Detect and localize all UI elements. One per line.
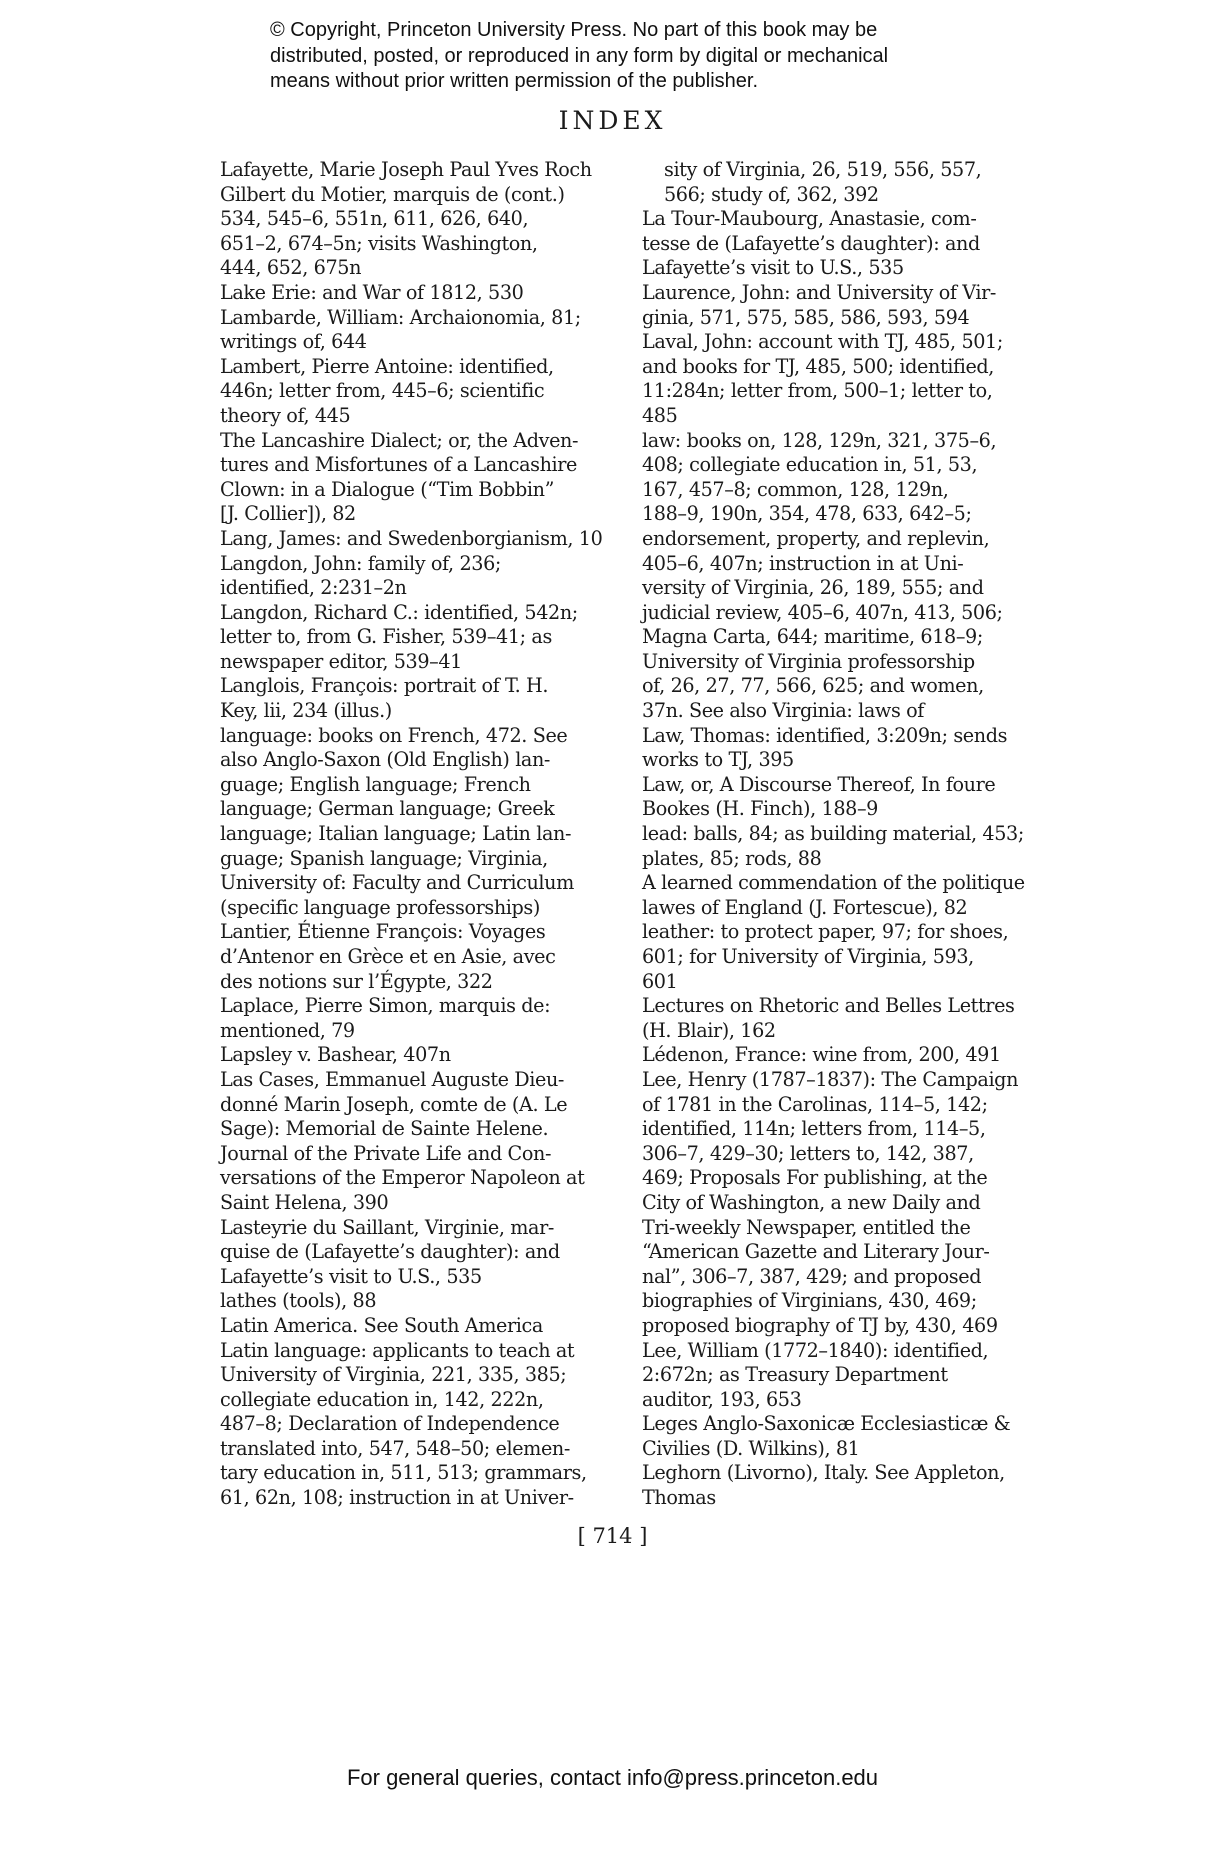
index-entry — [220, 601, 640, 675]
index-entry — [642, 1461, 1072, 1510]
index-entry-line: 469; Proposals For publishing, at the — [642, 1166, 988, 1190]
index-entry-line: writings of, 644 — [220, 330, 367, 354]
page-number: [ 714 ] — [577, 1524, 648, 1548]
index-entry — [220, 527, 640, 552]
index-entry-line: 408; collegiate education in, 51, 53, — [642, 453, 978, 477]
index-entry — [642, 281, 1072, 330]
index-entry-line: judicial review, 405–6, 407n, 413, 506; — [642, 600, 1003, 624]
index-entry-line: (H. Blair), 162 — [642, 1018, 776, 1042]
index-entry — [220, 674, 640, 723]
index-entry-line: works to TJ, 395 — [642, 748, 794, 772]
index-entry-line: leather: to protect paper, 97; for shoes, — [642, 920, 1009, 944]
index-entry-line: City of Washington, a new Daily and — [642, 1190, 981, 1214]
index-entry — [642, 1412, 1072, 1461]
index-entry-line: 485 — [642, 403, 678, 427]
index-entry-line: University of Virginia professorship — [642, 649, 975, 673]
index-entry — [220, 281, 640, 306]
index-entry-line: Lafayette, Marie Joseph Paul Yves Roch — [220, 158, 592, 181]
index-entry-line: identified, 2:231–2n — [220, 576, 407, 600]
index-entry-line: “American Gazette and Literary Jour- — [642, 1240, 990, 1264]
index-entry-line: language; Italian language; Latin lan- — [220, 822, 572, 846]
index-entry-line: Lafayette’s visit to U.S., 535 — [220, 1264, 482, 1288]
index-entry-line: plates, 85; rods, 88 — [642, 846, 822, 870]
index-entry-line: of, 26, 27, 77, 566, 625; and women, — [642, 674, 984, 698]
index-entry-line: 306–7, 429–30; letters to, 142, 387, — [642, 1141, 974, 1165]
index-entry-line: auditor, 193, 653 — [642, 1387, 802, 1411]
index-entry-line: Law, Thomas: identified, 3:209n; sends — [642, 723, 1008, 747]
index-entry — [220, 1314, 640, 1339]
index-entry-line: Civilies (D. Wilkins), 81 — [642, 1436, 860, 1460]
index-entry-line: endorsement, property, and replevin, — [642, 526, 990, 550]
index-entry — [220, 920, 640, 994]
index-entry — [642, 429, 1072, 724]
index-entry-line: Lambert, Pierre Antoine: identified, — [220, 354, 554, 378]
index-entry-line: Laurence, John: and University of Vir- — [642, 280, 996, 304]
index-entry — [642, 1068, 1072, 1339]
index-entry-line: collegiate education in, 142, 222n, — [220, 1387, 544, 1411]
index-entry-line: translated into, 547, 548–50; elemen- — [220, 1436, 570, 1460]
index-entry-line: Langlois, François: portrait of T. H. — [220, 674, 549, 698]
index-entry — [220, 158, 640, 281]
index-entry — [220, 724, 640, 921]
index-entry-line: Lasteyrie du Saillant, Virginie, mar- — [220, 1215, 554, 1239]
index-entry-line: versity of Virginia, 26, 189, 555; and — [642, 576, 984, 600]
index-entry-line: Sage): Memorial de Sainte Helene. — [220, 1117, 549, 1141]
index-entry-line: 167, 457–8; common, 128, 129n, — [642, 477, 949, 501]
index-entry-line: Latin language: applicants to teach at — [220, 1338, 575, 1362]
index-entry-line: identified, 114n; letters from, 114–5, — [642, 1117, 986, 1141]
index-entry-line: guage; English language; French — [220, 772, 531, 796]
index-entry — [642, 773, 1072, 822]
index-entry-line: language: books on French, 472. See — [220, 723, 568, 747]
index-entry — [642, 920, 1072, 994]
copyright-line: © Copyright, Princeton University Press. No part of this book may be — [270, 19, 878, 41]
index-entry-line: 405–6, 407n; instruction in at Uni- — [642, 551, 964, 575]
index-entry-line: Lee, William (1772–1840): identified, — [642, 1338, 989, 1362]
index-entry-line: Laplace, Pierre Simon, marquis de: — [220, 994, 551, 1018]
index-entry-line: A learned commendation of the politique — [642, 871, 1025, 895]
index-entry-line: tesse de (Lafayette’s daughter): and — [642, 231, 980, 255]
index-entry-line: versations of the Emperor Napoleon at — [220, 1166, 585, 1190]
index-entry-line: 2:672n; as Treasury Department — [642, 1363, 948, 1387]
index-entry-line: of 1781 in the Carolinas, 114–5, 142; — [642, 1092, 988, 1116]
index-entry — [642, 1339, 1072, 1413]
index-entry-line: language; German language; Greek — [220, 797, 555, 821]
index-entry-line: 446n; letter from, 445–6; scientific — [220, 379, 545, 403]
index-entry-line: Lambarde, William: Archaionomia, 81; — [220, 305, 581, 329]
index-entry — [642, 330, 1072, 428]
index-entry-line: (specific language professorships) — [220, 895, 540, 919]
index-entry-line: Laval, John: account with TJ, 485, 501; — [642, 330, 1003, 354]
footer-contact: For general queries, contact info@press.princeton.edu — [346, 1765, 879, 1790]
index-entry-line: law: books on, 128, 129n, 321, 375–6, — [642, 428, 997, 452]
index-entry-line: University of: Faculty and Curriculum — [220, 871, 574, 895]
index-entry-line: theory of, 445 — [220, 403, 351, 427]
index-entry — [642, 724, 1072, 773]
index-entry-line: tary education in, 511, 513; grammars, — [220, 1461, 587, 1485]
index-entry-line: d’Antenor en Grèce et en Asie, avec — [220, 945, 556, 968]
index-entry-line: La Tour-Maubourg, Anastasie, com- — [642, 207, 977, 231]
index-entry-line: Lee, Henry (1787–1837): The Campaign — [642, 1067, 1019, 1091]
index-entry — [220, 1339, 640, 1511]
index-entry — [642, 1043, 1072, 1068]
index-entry-line: lathes (tools), 88 — [220, 1289, 377, 1313]
index-entry-line: Lapsley v. Bashear, 407n — [220, 1043, 451, 1067]
index-entry — [220, 306, 640, 355]
index-entry — [220, 1068, 640, 1216]
index-entry — [220, 429, 640, 527]
index-entry-line: Thomas — [642, 1486, 716, 1510]
index-entry-line: The Lancashire Dialect; or, the Adven- — [220, 428, 579, 452]
index-entry-line: Leges Anglo-Saxonicæ Ecclesiasticæ & — [642, 1412, 1011, 1436]
index-entry — [220, 994, 640, 1043]
index-entry-line: 651–2, 674–5n; visits Washington, — [220, 231, 538, 255]
index-entry-line: also Anglo-Saxon (Old English) lan- — [220, 748, 551, 772]
index-entry-line: Langdon, Richard C.: identified, 542n; — [220, 600, 578, 624]
index-right-column — [642, 158, 1072, 1511]
index-entry-line: quise de (Lafayette’s daughter): and — [220, 1240, 560, 1264]
index-entry-line: lawes of England (J. Fortescue), 82 — [642, 895, 968, 919]
index-entry — [642, 207, 1072, 281]
index-entry-line: 534, 545–6, 551n, 611, 626, 640, — [220, 207, 529, 231]
index-entry-line: Lédenon, France: wine from, 200, 491 — [642, 1043, 1001, 1067]
index-entry-line: Bookes (H. Finch), 188–9 — [642, 797, 878, 821]
copyright-line: distributed, posted, or reproduced in any form by digital or mechanical — [270, 44, 889, 67]
index-entry — [642, 994, 1072, 1043]
index-left-column — [220, 158, 640, 1511]
index-entry — [642, 871, 1072, 920]
index-entry-line: Magna Carta, 644; maritime, 618–9; — [642, 625, 983, 649]
index-entry-line: Saint Helena, 390 — [220, 1190, 389, 1214]
index-entry — [642, 158, 1072, 207]
index-entry-line: sity of Virginia, 26, 519, 556, 557, — [664, 158, 982, 181]
index-entry-line: 188–9, 190n, 354, 478, 633, 642–5; — [642, 502, 972, 526]
index-entry — [220, 1289, 640, 1314]
index-entry-line: and books for TJ, 485, 500; identified, — [642, 354, 994, 378]
index-entry-line: Las Cases, Emmanuel Auguste Dieu- — [220, 1067, 565, 1091]
page-heading: INDEX — [558, 106, 667, 135]
index-entry-line: donné Marin Joseph, comte de (A. Le — [220, 1092, 568, 1116]
index-entry-line: University of Virginia, 221, 335, 385; — [220, 1363, 567, 1387]
index-entry-line: 601; for University of Virginia, 593, — [642, 945, 974, 968]
index-entry-line: Lectures on Rhetoric and Belles Lettres — [642, 994, 1015, 1018]
index-entry-line: Lake Erie: and War of 1812, 530 — [220, 280, 524, 304]
index-entry-line: 37n. See also Virginia: laws of — [642, 699, 924, 723]
index-entry-line: 566; study of, 362, 392 — [664, 182, 879, 206]
index-entry-line: Lafayette’s visit to U.S., 535 — [642, 256, 904, 280]
index-entry-line: 11:284n; letter from, 500–1; letter to, — [642, 379, 993, 403]
copyright-notice — [270, 18, 970, 95]
index-entry-line: letter to, from G. Fisher, 539–41; as — [220, 625, 552, 649]
index-entry-line: Law, or, A Discourse Thereof, In foure — [642, 772, 996, 796]
index-entry-line: 601 — [642, 969, 678, 993]
index-entry-line: des notions sur l’Égypte, 322 — [220, 969, 493, 993]
index-entry-line: Journal of the Private Life and Con- — [220, 1141, 552, 1165]
index-entry-line: proposed biography of TJ by, 430, 469 — [642, 1313, 998, 1337]
index-entry-line: Leghorn (Livorno), Italy. See Appleton, — [642, 1461, 1005, 1485]
index-entry — [220, 1043, 640, 1068]
index-entry-line: ginia, 571, 575, 585, 586, 593, 594 — [642, 305, 970, 329]
index-entry — [220, 552, 640, 601]
index-entry-line: [J. Collier]), 82 — [220, 502, 356, 526]
index-entry-line: 61, 62n, 108; instruction in at Univer- — [220, 1486, 574, 1510]
index-entry-line: Lang, James: and Swedenborgianism, 10 — [220, 526, 603, 550]
index-entry-line: Clown: in a Dialogue (“Tim Bobbin” — [220, 477, 555, 501]
index-entry-line: Tri-weekly Newspaper, entitled the — [642, 1215, 971, 1239]
index-entry-line: nal”, 306–7, 387, 429; and proposed — [642, 1264, 982, 1288]
index-entry-line: lead: balls, 84; as building material, 453; — [642, 822, 1024, 846]
index-entry — [220, 355, 640, 429]
index-entry-line: Lantier, Étienne François: Voyages — [220, 920, 546, 944]
index-entry-line: newspaper editor, 539–41 — [220, 649, 462, 673]
index-entry-line: guage; Spanish language; Virginia, — [220, 846, 548, 870]
index-entry-line: biographies of Virginians, 430, 469; — [642, 1289, 977, 1313]
index-entry-line: 444, 652, 675n — [220, 256, 362, 280]
index-entry-line: Gilbert du Motier, marquis de (cont.) — [220, 182, 565, 206]
index-entry-line: Key, lii, 234 (illus.) — [220, 699, 392, 723]
index-entry-line: Langdon, John: family of, 236; — [220, 551, 501, 575]
index-entry-line: Latin America. See South America — [220, 1313, 543, 1337]
index-entry-line: 487–8; Declaration of Independence — [220, 1412, 560, 1436]
index-entry — [220, 1216, 640, 1290]
index-entry-line: mentioned, 79 — [220, 1018, 355, 1042]
index-entry-line: tures and Misfortunes of a Lancashire — [220, 453, 577, 477]
copyright-line: means without prior written permission of the publisher. — [270, 70, 759, 92]
index-entry — [642, 822, 1072, 871]
